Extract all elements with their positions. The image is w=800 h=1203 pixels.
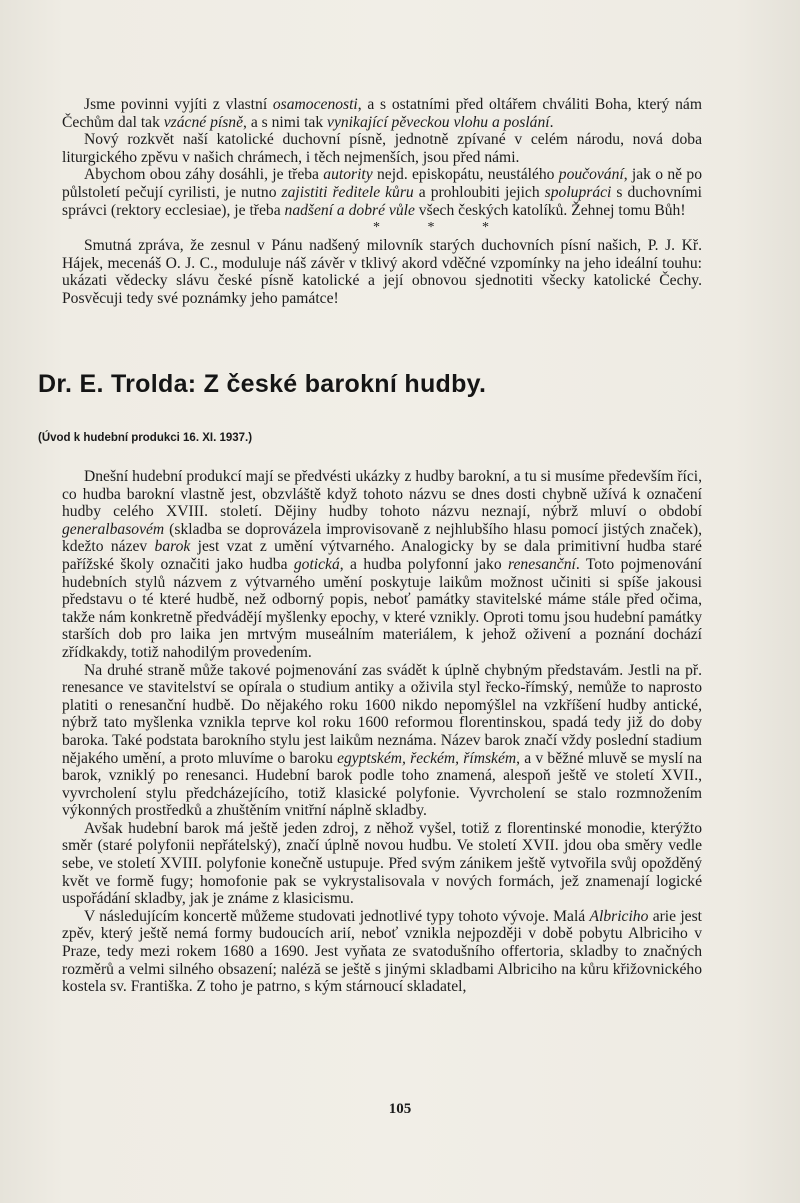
memorial-paragraph: Smutná zpráva, že zesnul v Pánu nadšený milovník starých duchovních písní našich, P. J. Kř. Hájek, mecenáš O. J. C., moduluje náš závěr v tklivý akord vděčné vzpomínky na jeho ideální touhu: ukázati vědecky slávu české písně katolické a její obnovou sjednotiti všecky katolické Čechy. Posvěcuji tedy své poznámky jeho památce! (62, 237, 702, 307)
emphasized-text: Albriciho (589, 907, 649, 925)
intro-paragraph: Nový rozkvět naší katolické duchovní písně, jednotně zpívané v celém národu, nová doba liturgického zpěvu v našich chrámech, i těch nejmenších, jsou před námi. (62, 131, 702, 166)
section-separator: * * * (373, 220, 511, 236)
article-paragraph: Na druhé straně může takové pojmenování zas svádět k úplně chybným představám. Jestli na př. renesance ve stavitelství se opírala o studium antiky a oživila styl řecko-římský, nemůže to naprosto platiti o renesanční hudbě. Do nějakého roku 1600 nikdo nepomýšlel na vzkříšení hudby antické, nýbrž tato myšlenka vznikla teprve kol roku 1600 reformou florentinskou, spadá tedy již do doby baroka. Také podstata barokního stylu jest laikům neznáma. Název barok značí vždy poslední stadium nějakého umění, a proto mluvíme o baroku egyptském, řeckém, římském, a v běžné mluvě se myslí na barok, vzniklý po renesanci. Hudební barok podle toho znamená, alespoň ještě ve století XVII., vyvrcholení stylu předcházejícího, totiž klasické polyfonie. Vyvrcholení se stalo rozmnožením výkonných prostředků a zhuštěním vnitřní náplně skladby. (62, 661, 702, 820)
article-paragraph: Avšak hudební barok má ještě jeden zdroj, z něhož vyšel, totiž z florentinské monodie, kterýžto směr (staré polyfonii nepřátelský), značí úplně novou hudbu. Ve století XVII. jdou oba směry vedle sebe, ve století XVIII. polyfonie konečně ustupuje. Před svým zánikem ještě vytvořila svůj opožděný květ ve formě fugy; homofonie pak se vykrystalisovala v nových formách, jež znamenají logické uspořádání skladby, jak je známe z klasicismu. (62, 819, 702, 908)
emphasized-text: nadšení a dobré vůle (284, 201, 415, 219)
emphasized-text: barok (154, 538, 191, 556)
article-subtitle: (Úvod k hudební produkci 16. XI. 1937.) (38, 432, 253, 444)
intro-paragraph: Jsme povinni vyjíti z vlastní osamocenosti, a s ostatními před oltářem chváliti Boha, který nám Čechům dal tak vzácné písně, a s nimi tak vynikající pěveckou vlohu a poslání. (62, 96, 702, 131)
article-body (62, 468, 702, 996)
page-number: 105 (388, 1101, 412, 1117)
intro-section (62, 96, 702, 308)
emphasized-text: egyptském, řeckém, římském (337, 749, 517, 767)
emphasized-text: generalbasovém (62, 520, 165, 538)
emphasized-text: spolupráci (544, 183, 612, 201)
article-title: Dr. E. Trolda: Z české barokní hudby. (38, 370, 487, 398)
emphasized-text: gotická (293, 555, 340, 573)
emphasized-text: osamocenosti (272, 96, 358, 113)
emphasized-text: autority (323, 166, 373, 184)
article-paragraph: V následujícím koncertě můžeme studovati jednotlivé typy tohoto vývoje. Malá Albriciho arie jest zpěv, který ještě nemá formy budoucích arií, neboť vznikla nejpozději v době pobytu Albriciho v Praze, tedy mezi rokem 1680 a 1690. Jest vyňata ze svatodušního offertoria, skladby to značných rozměrů a velmi silného obsazení; naléză se ještě s jinými skladbami Albriciho na kůru křižovnického kostela sv. Františka. Z toho je patrno, s kým stárnoucí skladatel, (62, 907, 702, 996)
article-paragraph: Dnešní hudební produkcí mají se předvésti ukázky z hudby barokní, a tu si musíme především říci, co hudba barokní vlastně jest, obzvláště když tohoto názvu se dnes dosti chybně užívá k označení hudby celého XVIII. století. Dějiny hudby tohoto názvu neznají, nýbrž mluví o období generalbasovém (skladba se doprovázela improvisovaně z nejhlubšího hlasu pomocí jistých značek), kdežto název barok jest vzat z umění výtvarného. Analogicky by se dala primitivní hudba staré pařížské školy označiti jako hudba gotická, a hudba polyfonní jako renesanční. Toto pojmenování hudebních stylů názvem z výtvarného umění poskytuje laikům možnost učiniti si spíše jakousi představu o té které hudbě, než odborný popis, neboť památky stavitelské máme stále před očima, takže nám konkretně předvádějí myšlenky epochy, v které vznikly. Oproti tomu jsou hudební památky starších dob pro laika jen mrtvým museálním materiálem, k jehož oživení a poznání dochází zřídkakdy, totiž nahodilým provedením. (62, 468, 702, 661)
emphasized-text: poučování (558, 166, 624, 184)
emphasized-text: vynikající pěveckou vlohu a poslání (327, 113, 550, 131)
intro-paragraph: Abychom obou záhy dosáhli, je třeba autority nejd. episkopátu, neustálého poučování, jak o ně po půlstoletí pečují cyrilisti, je nutno zajistiti ředitele kůru a prohloubiti jejich spolupráci s duchovními správci (rektory ecclesiae), je třeba nadšení a dobré vůle všech českých katolíků. Žehnej tomu Bůh! (62, 166, 702, 219)
emphasized-text: renesanční (508, 555, 576, 573)
emphasized-text: zajistiti ředitele kůru (281, 183, 414, 201)
emphasized-text: vzácné písně (163, 113, 244, 131)
